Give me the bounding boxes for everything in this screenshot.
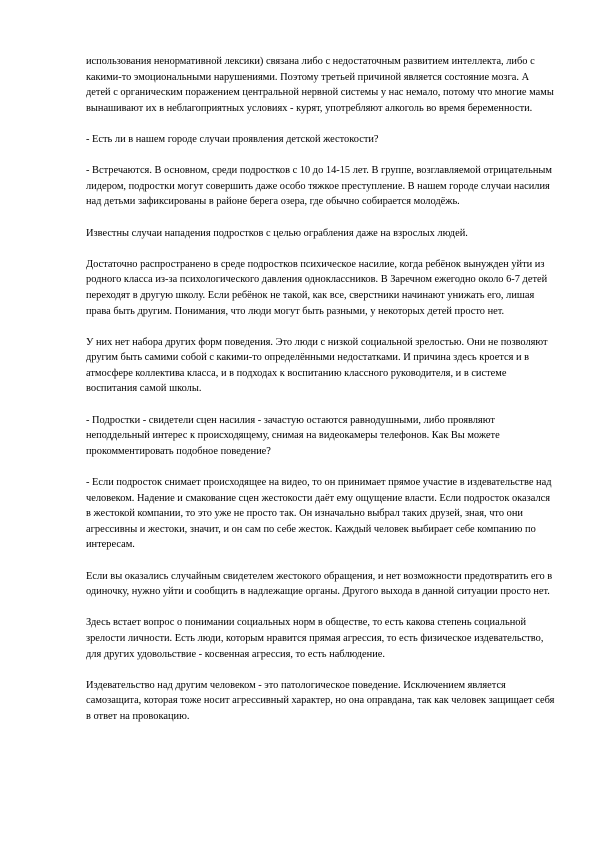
paragraph-8: - Если подросток снимает происходящее на видео, то он принимает прямое участие в издевательстве над человеком. Надение и смакование сцен жестокости даёт ему ощущение власти. Если подросток оказался в жестокой компании, то это уже не просто так. Он изначально выбрал таких друзей, зная, что они агрессивны и жестоки, значит, и он сам по себе жесток. Каждый человек выбирает себе компанию по интересам. bbox=[86, 477, 552, 551]
paragraph-9: Если вы оказались случайным свидетелем жестокого обращения, и нет возможности предотвратить его в одиночку, нужно уйти и сообщить в надлежащие органы. Другого выхода в данной ситуации просто нет. bbox=[86, 570, 553, 598]
document-body bbox=[86, 54, 556, 740]
paragraph-2: - Есть ли в нашем городе случаи проявления детской жестокости? bbox=[86, 133, 379, 145]
paragraph-10: Здесь встает вопрос о понимании социальных норм в обществе, то есть какова степень социальной зрелости личности. Есть люди, которым нравится прямая агрессия, то есть физическое издевательство, для других удовольствие - косвенная агрессия, то есть наблюдение. bbox=[86, 617, 544, 660]
paragraph-5: Достаточно распространено в среде подростков психическое насилие, когда ребёнок вынужден уйти из родного класса из-за психологического давления одноклассников. В Заречном ежегодно около 6-7 детей переходят в другую школу. Если ребёнок не такой, как все, сверстники начинают унижать его, лишая права быть другим. Понимания, что люди могут быть разными, у некоторых детей просто нет. bbox=[86, 258, 548, 317]
paragraph-4: Известны случаи нападения подростков с целью ограбления даже на взрослых людей. bbox=[86, 227, 468, 239]
paragraph-11: Издевательство над другим человеком - это патологическое поведение. Исключением является самозащита, которая тоже носит агрессивный характер, но она оправдана, так как человек защищает себя в ответ на провокацию. bbox=[86, 679, 555, 722]
paragraph-6: У них нет набора других форм поведения. Это люди с низкой социальной зрелостью. Они не позволяют другим быть самими собой с какими-то определёнными недостатками. И причина здесь кроется и в атмосфере коллектива класса, и в подходах к воспитанию классного руководителя, и в системе воспитания самой школы. bbox=[86, 336, 548, 395]
paragraph-3: - Встречаются. В основном, среди подростков с 10 до 14-15 лет. В группе, возглавляемой отрицательным лидером, подростки могут совершить даже особо тяжкое преступление. В нашем городе случаи насилия над детьми зафиксированы в районе берега озера, где обычно собирается молодёжь. bbox=[86, 165, 552, 208]
paragraph-7: - Подростки - свидетели сцен насилия - зачастую остаются равнодушными, либо проявляют неподдельный интерес к происходящему, снимая на видеокамеры телефонов. Как Вы можете прокомментировать подобное поведение? bbox=[86, 414, 500, 457]
paragraph-1: использования ненормативной лексики) связана либо с недостаточным развитием интеллекта, либо с какими-то эмоциональными нарушениями. Поэтому третьей причиной является состояние мозга. А детей с органическим поражением центральной нервной системы у нас немало, потому что многие мамы вынашивают их в неблагоприятных условиях - курят, употребляют алкоголь во время беременности. bbox=[86, 56, 554, 114]
